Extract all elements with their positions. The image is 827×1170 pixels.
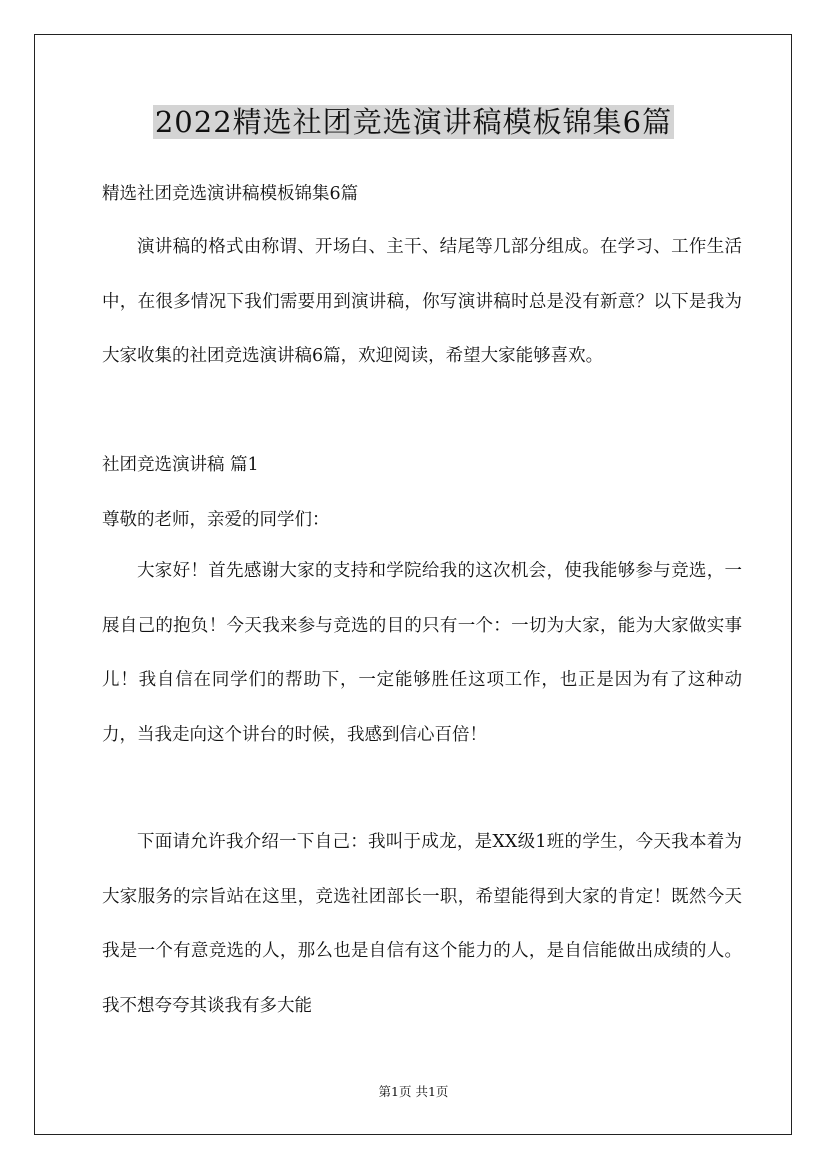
page-footer: 第1页 共1页	[378, 1084, 449, 1099]
salutation: 尊敬的老师，亲爱的同学们：	[102, 510, 330, 530]
document-subtitle: 精选社团竞选演讲稿模板锦集6篇	[102, 184, 359, 204]
speech-paragraph-2: 下面请允许我介绍一下自己：我叫于成龙，是XX级1班的学生，今天我本着为大家服务的宗旨站在这里，竞选社团部长一职，希望能得到大家的肯定！既然今天我是一个有意竞选的人，那么也是自信有这个能力的人，是自信能做出成绩的人。我不想夸夸其谈我有多大能	[102, 832, 742, 1016]
document-title	[0, 101, 827, 143]
section-heading: 社团竞选演讲稿 篇1	[102, 455, 259, 475]
speech-paragraph-1: 大家好！首先感谢大家的支持和学院给我的这次机会，使我能够参与竞选，一展自己的抱负！今天我来参与竞选的目的只有一个：一切为大家，能为大家做实事儿！我自信在同学们的帮助下，一定能够胜任这项工作，也正是因为有了这种动力，当我走向这个讲台的时候，我感到信心百倍！	[102, 561, 742, 745]
intro-paragraph: 演讲稿的格式由称谓、开场白、主干、结尾等几部分组成。在学习、工作生活中，在很多情况下我们需要用到演讲稿，你写演讲稿时总是没有新意？以下是我为大家收集的社团竞选演讲稿6篇，欢迎阅读，希望大家能够喜欢。	[102, 237, 742, 366]
document-title-text: 2022精选社团竞选演讲稿模板锦集6篇	[154, 105, 673, 139]
